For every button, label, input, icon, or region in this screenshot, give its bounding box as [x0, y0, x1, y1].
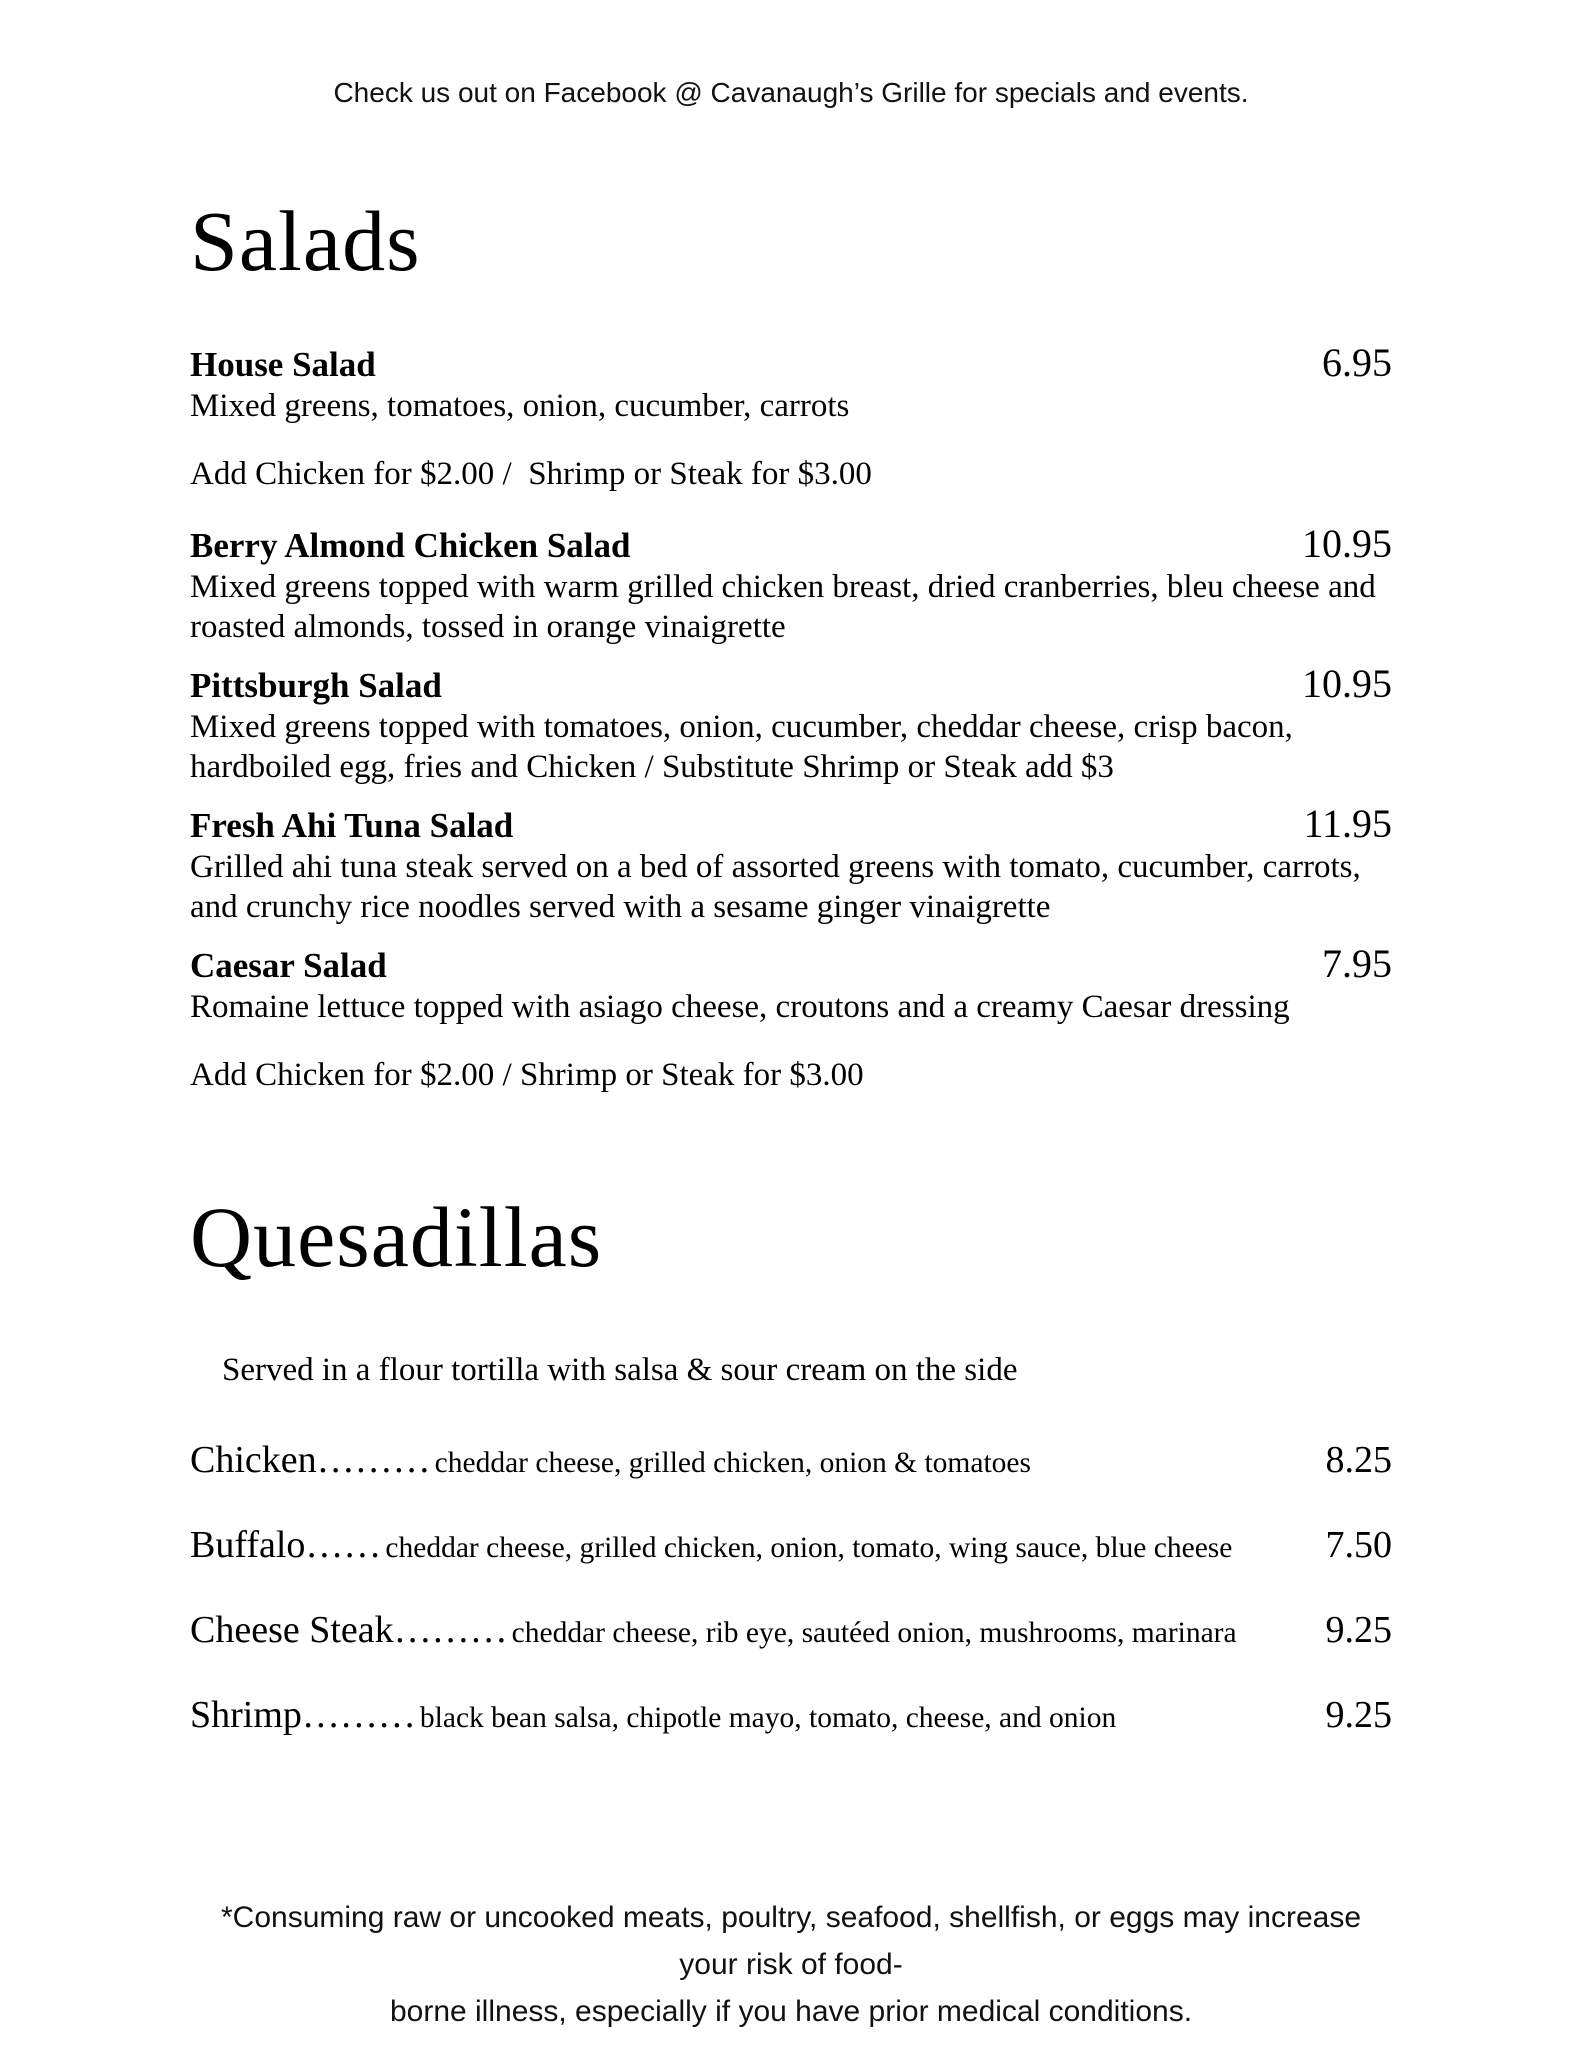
item-name: Fresh Ahi Tuna Salad: [190, 806, 514, 845]
menu-item-shrimp-quesadilla: [190, 1690, 1392, 1748]
item-description: Mixed greens, tomatoes, onion, cucumber, carrots: [190, 388, 850, 424]
menu-item-caesar-salad: [190, 943, 1392, 1027]
item-text: [190, 1435, 1314, 1493]
menu-item-cheese-steak-quesadilla: [190, 1605, 1392, 1663]
item-name: Berry Almond Chicken Salad: [190, 526, 631, 565]
item-description: Romaine lettuce topped with asiago cheese, croutons and a creamy Caesar dressing: [190, 989, 1290, 1025]
item-name: Pittsburgh Salad: [190, 666, 442, 705]
item-price: 10.95: [1302, 661, 1392, 706]
item-price: 7.50: [1325, 1524, 1392, 1566]
item-description: cheddar cheese, grilled chicken, onion & tomatoes: [434, 1447, 1031, 1479]
item-price: 8.25: [1325, 1439, 1392, 1481]
item-text: [190, 1520, 1314, 1578]
item-row: [190, 663, 1392, 707]
item-description: cheddar cheese, rib eye, sautéed onion, mushrooms, marinara: [511, 1617, 1237, 1649]
item-row: [190, 943, 1392, 987]
menu-item-pittsburgh-salad: [190, 663, 1392, 787]
item-price: 6.95: [1322, 340, 1392, 385]
section-title-salads: Salads: [190, 193, 421, 289]
addon-note-salads-bottom: Add Chicken for $2.00 / Shrimp or Steak for $3.00: [190, 1057, 864, 1093]
item-description: black bean salsa, chipotle mayo, tomato, cheese, and onion: [419, 1702, 1117, 1734]
disclaimer-line-2: borne illness, especially if you have prior medical conditions.: [389, 1995, 1193, 2028]
menu-item-berry-almond-chicken-salad: [190, 523, 1392, 647]
disclaimer-line-1: *Consuming raw or uncooked meats, poultry, seafood, shellfish, or eggs may increase your risk of food-: [220, 1901, 1361, 1981]
menu-item-fresh-ahi-tuna-salad: [190, 803, 1392, 927]
item-description: Mixed greens topped with warm grilled chicken breast, dried cranberries, bleu cheese and roasted almonds, tossed in orange vinaigrette: [190, 569, 1376, 645]
item-price: 9.25: [1325, 1609, 1392, 1651]
item-text: [190, 1605, 1314, 1663]
item-price: 7.95: [1322, 941, 1392, 986]
item-description: Grilled ahi tuna steak served on a bed of assorted greens with tomato, cucumber, carrots, and crunchy rice noodles served with a sesame ginger vinaigrette: [190, 849, 1361, 925]
menu-item-buffalo-quesadilla: [190, 1520, 1392, 1578]
item-name: Caesar Salad: [190, 946, 387, 985]
item-description: Mixed greens topped with tomatoes, onion, cucumber, cheddar cheese, crisp bacon, hardboiled egg, fries and Chicken / Substitute Shrimp or Steak add $3: [190, 709, 1293, 785]
item-row: [190, 342, 1392, 386]
item-name: Shrimp………: [190, 1694, 416, 1736]
item-name: Chicken………: [190, 1439, 431, 1481]
section-title-quesadillas: Quesadillas: [190, 1189, 603, 1285]
menu-item-chicken-quesadilla: [190, 1435, 1392, 1493]
menu-content: [190, 193, 1392, 1748]
menu-item-house-salad: [190, 342, 1392, 426]
item-price: 10.95: [1302, 521, 1392, 566]
addon-note-salads-top: Add Chicken for $2.00 / Shrimp or Steak for $3.00: [190, 456, 872, 492]
item-name: Cheese Steak………: [190, 1609, 508, 1651]
item-price: 11.95: [1303, 801, 1392, 846]
item-text: [190, 1690, 1314, 1748]
item-description: cheddar cheese, grilled chicken, onion, tomato, wing sauce, blue cheese: [385, 1532, 1233, 1564]
item-name: House Salad: [190, 345, 376, 384]
quesadillas-subtitle: Served in a flour tortilla with salsa & sour cream on the side: [222, 1352, 1018, 1388]
item-name: Buffalo……: [190, 1524, 382, 1566]
item-row: [190, 523, 1392, 567]
item-price: 9.25: [1325, 1694, 1392, 1736]
facebook-promo-text: Check us out on Facebook @ Cavanaugh’s Grille for specials and events.: [333, 77, 1249, 108]
item-row: [190, 803, 1392, 847]
health-disclaimer: [190, 1894, 1392, 2035]
